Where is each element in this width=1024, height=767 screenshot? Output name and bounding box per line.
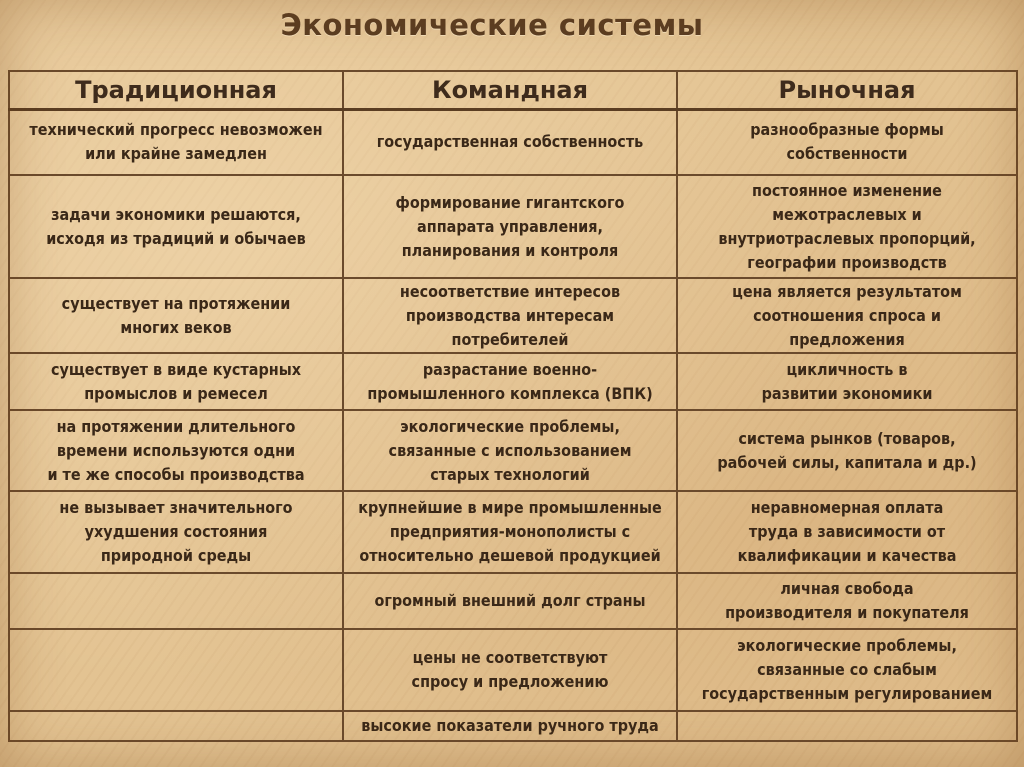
cell-traditional-empty bbox=[9, 629, 343, 710]
cell-market: личная свобода производителя и покупателя bbox=[677, 573, 1017, 630]
cell-market: система рынков (товаров, рабочей силы, капитала и др.) bbox=[677, 410, 1017, 491]
page-title: Экономические системы bbox=[280, 8, 704, 42]
table-row bbox=[9, 491, 1017, 572]
economic-systems-table bbox=[8, 70, 1018, 742]
table-row bbox=[9, 629, 1017, 710]
cell-command: государственная собственность bbox=[343, 110, 677, 175]
cell-market: постоянное изменение межотраслевых и внутриотраслевых пропорций, географии производств bbox=[677, 175, 1017, 278]
table-row bbox=[9, 573, 1017, 630]
cell-market: цена является результатом соотношения спроса и предложения bbox=[677, 278, 1017, 353]
cell-command: разрастание военно- промышленного комплекса (ВПК) bbox=[343, 353, 677, 410]
cell-market: экологические проблемы, связанные со слабым государственным регулированием bbox=[677, 629, 1017, 710]
cell-command: крупнейшие в мире промышленные предприятия-монополисты с относительно дешевой продукцией bbox=[343, 491, 677, 572]
cell-traditional: существует на протяжении многих веков bbox=[9, 278, 343, 353]
table-header-row bbox=[9, 71, 1017, 110]
cell-market: разнообразные формы собственности bbox=[677, 110, 1017, 175]
cell-command: высокие показатели ручного труда bbox=[343, 711, 677, 741]
cell-traditional: на протяжении длительного времени используются одни и те же способы производства bbox=[9, 410, 343, 491]
cell-market: неравномерная оплата труда в зависимости от квалификации и качества bbox=[677, 491, 1017, 572]
header-command: Командная bbox=[343, 71, 677, 110]
table-row bbox=[9, 711, 1017, 741]
table-row bbox=[9, 410, 1017, 491]
cell-traditional-empty bbox=[9, 573, 343, 630]
cell-command: цены не соответствуют спросу и предложению bbox=[343, 629, 677, 710]
cell-market-empty bbox=[677, 711, 1017, 741]
cell-command: формирование гигантского аппарата управления, планирования и контроля bbox=[343, 175, 677, 278]
cell-traditional: технический прогресс невозможен или крайне замедлен bbox=[9, 110, 343, 175]
cell-traditional: задачи экономики решаются, исходя из традиций и обычаев bbox=[9, 175, 343, 278]
header-traditional: Традиционная bbox=[9, 71, 343, 110]
cell-command: экологические проблемы, связанные с использованием старых технологий bbox=[343, 410, 677, 491]
table-row bbox=[9, 278, 1017, 353]
cell-command: несоответствие интересов производства интересам потребителей bbox=[343, 278, 677, 353]
cell-traditional: существует в виде кустарных промыслов и ремесел bbox=[9, 353, 343, 410]
table-row bbox=[9, 353, 1017, 410]
header-market: Рыночная bbox=[677, 71, 1017, 110]
cell-command: огромный внешний долг страны bbox=[343, 573, 677, 630]
table-row bbox=[9, 110, 1017, 175]
cell-traditional-empty bbox=[9, 711, 343, 741]
table-row bbox=[9, 175, 1017, 278]
cell-market: цикличность в развитии экономики bbox=[677, 353, 1017, 410]
cell-traditional: не вызывает значительного ухудшения состояния природной среды bbox=[9, 491, 343, 572]
